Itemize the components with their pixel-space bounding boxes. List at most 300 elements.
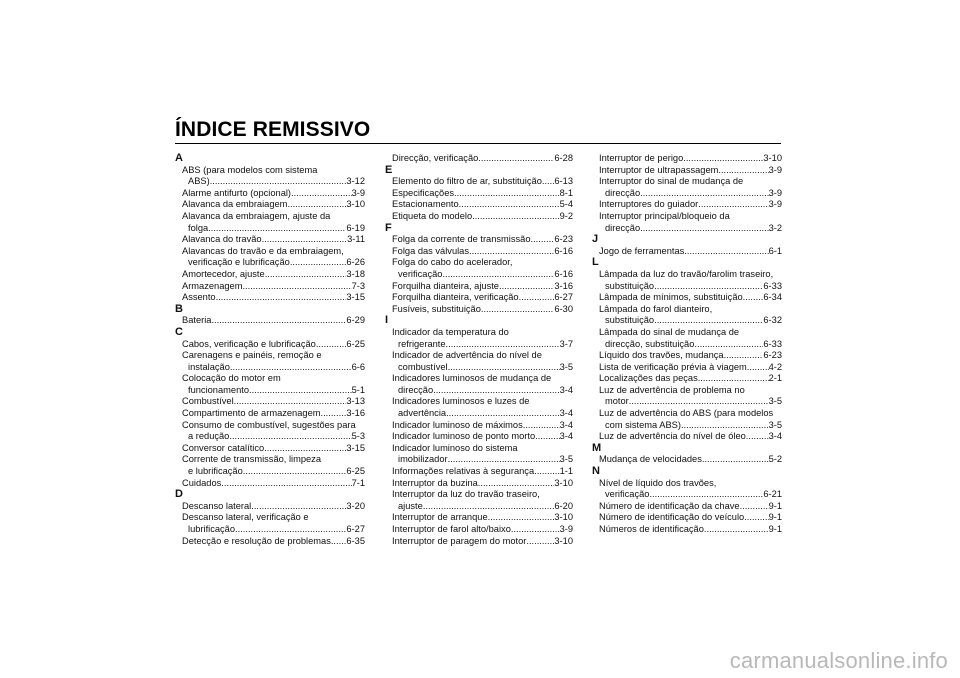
entry-page: 6-25 (346, 466, 365, 477)
index-entry (592, 454, 782, 466)
index-entry (385, 373, 573, 396)
entry-text: Lâmpada de mínimos, substituição (599, 292, 743, 303)
entry-page: 3-11 (347, 234, 365, 245)
entry-page: 6-13 (554, 176, 573, 187)
entry-text: funcionamento (188, 384, 249, 395)
entry-text: Lâmpada do sinal de mudança de (599, 326, 740, 337)
entry-page: 3-2 (768, 222, 782, 233)
index-entry (385, 466, 573, 478)
entry-text: substituição (605, 280, 655, 291)
entry-page: 6-16 (554, 268, 573, 279)
dot-leader (287, 199, 346, 211)
dot-leader (629, 396, 769, 408)
entry-text: Lista de verificação prévia à viagem (599, 361, 747, 372)
dot-leader (472, 211, 559, 223)
entry-text: direcção, substituição (605, 338, 695, 349)
entry-page: 3-9 (768, 187, 782, 198)
dot-leader (526, 536, 554, 548)
index-entry (592, 269, 782, 292)
index-entry (592, 246, 782, 258)
index-column-2 (385, 153, 573, 547)
index-entry (385, 292, 573, 304)
entry-page: 6-23 (763, 350, 782, 361)
entry-page: 3-5 (768, 396, 782, 407)
entry-page: 7-3 (351, 280, 365, 291)
section-letter: F (385, 221, 392, 234)
dot-leader (481, 304, 555, 316)
index-entry (385, 536, 573, 548)
dot-leader (698, 373, 769, 385)
entry-page: 8-1 (559, 187, 573, 198)
dot-leader (499, 281, 554, 293)
index-entry (592, 431, 782, 443)
dot-leader (640, 223, 768, 235)
dot-leader (251, 501, 346, 513)
entry-text: ajuste (398, 500, 423, 511)
dot-leader (290, 257, 347, 269)
index-entry (175, 454, 365, 477)
index-entry (592, 512, 782, 524)
index-entry (385, 304, 573, 316)
entry-text: Etiqueta do modelo (392, 210, 473, 221)
dot-leader (249, 385, 352, 397)
index-column-1 (175, 153, 365, 547)
dot-leader (210, 176, 347, 188)
entry-page: 3-10 (554, 477, 573, 488)
entry-page: 5-3 (351, 431, 365, 442)
entry-text: imobilizador (398, 454, 448, 465)
entry-page: 6-33 (763, 338, 782, 349)
entry-text: Lâmpada da luz do travão/farolim traseiro, (599, 268, 774, 279)
entry-text: Carenagens e painéis, remoção e (182, 350, 322, 361)
entry-page: 6-29 (346, 315, 365, 326)
index-entry (592, 350, 782, 362)
entry-text: Interruptor de perigo (599, 153, 684, 163)
entry-text: Interruptor da luz do travão traseiro, (392, 489, 540, 500)
entry-page: 9-1 (768, 512, 782, 523)
entry-text: Especificações (392, 187, 455, 198)
section-letter: I (385, 314, 389, 327)
dot-leader (265, 269, 347, 281)
page-title: ÍNDICE REMISSIVO (175, 118, 371, 141)
entry-page: 3-15 (346, 292, 365, 303)
entry-text: Bateria (182, 315, 212, 326)
entry-text: Luz de advertência do nível de óleo (599, 431, 746, 442)
section-letter: C (175, 325, 183, 338)
dot-leader (229, 431, 351, 443)
entry-text: Cabos, verificação e lubrificação (182, 338, 316, 349)
index-entry (175, 501, 365, 513)
index-entry (592, 408, 782, 431)
dot-leader (478, 153, 554, 165)
dot-leader (448, 454, 560, 466)
entry-page: 6-30 (554, 303, 573, 314)
dot-leader (649, 489, 763, 501)
index-entry (175, 246, 365, 269)
dot-leader (531, 234, 555, 246)
entry-page: 7-1 (351, 477, 365, 488)
entry-page: 3-5 (768, 419, 782, 430)
dot-leader (423, 501, 555, 513)
dot-leader (535, 431, 559, 443)
entry-page: 6-23 (554, 234, 573, 245)
entry-text: Informações relativas à segurança (392, 466, 535, 477)
index-entry (175, 373, 365, 396)
entry-text: Indicadores luminosos e luzes de (392, 396, 530, 407)
index-entry (385, 188, 573, 200)
entry-text: Indicador luminoso do sistema (392, 442, 518, 453)
entry-text: Amortecedor, ajuste (182, 268, 265, 279)
entry-text: Alavanca do travão (182, 234, 262, 245)
index-entry (175, 536, 365, 548)
watermark-text: carmanualsonline.info (729, 648, 948, 673)
entry-text: Luz de advertência do ABS (para modelos (599, 408, 774, 419)
dot-leader (243, 466, 347, 478)
entry-page: 3-7 (559, 338, 573, 349)
entry-page: 3-9 (768, 199, 782, 210)
index-entry (175, 269, 365, 281)
index-entry (175, 165, 365, 188)
entry-page: 3-16 (554, 280, 573, 291)
entry-page: 3-10 (554, 535, 573, 546)
entry-text: Interruptor de arranque (392, 512, 488, 523)
index-entry (175, 339, 365, 351)
entry-page: 2-1 (768, 373, 782, 384)
entry-page: 3-9 (351, 187, 365, 198)
entry-text: Interruptor do sinal de mudança de (599, 176, 744, 187)
entry-text: Interruptor principal/bloqueio da (599, 210, 730, 221)
dot-leader (542, 176, 555, 188)
index-entry (385, 211, 573, 223)
entry-page: 3-4 (559, 384, 573, 395)
dot-leader (478, 478, 555, 490)
entry-text: Estacionamento (392, 199, 459, 210)
index-entry (175, 281, 365, 293)
dot-leader (681, 420, 769, 432)
index-entry (592, 478, 782, 501)
entry-page: 6-6 (351, 361, 365, 372)
index-entry (175, 199, 365, 211)
dot-leader (446, 408, 559, 420)
dot-leader (433, 385, 559, 397)
index-entry (175, 350, 365, 373)
index-entry (592, 211, 782, 234)
entry-text: ABS (para modelos com sistema (182, 164, 318, 175)
dot-leader (454, 188, 560, 200)
entry-text: Interruptor de farol alto/baixo (392, 524, 511, 534)
entry-text: Folga das válvulas (392, 245, 469, 256)
entry-page: 6-26 (346, 257, 365, 268)
index-entry (592, 327, 782, 350)
dot-leader (316, 339, 347, 351)
index-entry (592, 501, 782, 513)
entry-text: direcção (605, 187, 641, 198)
entry-page: 3-15 (346, 442, 365, 453)
section-letter: D (175, 488, 183, 501)
entry-page: 3-10 (554, 512, 573, 523)
dot-leader (704, 524, 769, 536)
entry-page: 3-16 (346, 408, 365, 419)
dot-leader (221, 478, 351, 490)
entry-page: 6-21 (763, 489, 782, 500)
dot-leader (694, 339, 763, 351)
section-letter: L (592, 256, 599, 269)
entry-text: Alavanca da embraiagem (182, 199, 288, 210)
entry-text: Número de identificação da chave (599, 500, 740, 511)
dot-leader (523, 420, 560, 432)
entry-page: 6-28 (554, 153, 573, 163)
entry-page: 6-27 (346, 524, 365, 534)
entry-text: com sistema ABS) (605, 419, 681, 430)
entry-page: 6-33 (763, 280, 782, 291)
dot-leader (702, 454, 769, 466)
entry-page: 1-1 (559, 466, 573, 477)
entry-text: Elemento do filtro de ar, substituição (392, 176, 542, 187)
entry-text: Descanso lateral (182, 500, 252, 511)
index-entry (175, 234, 365, 246)
dot-leader (740, 501, 769, 513)
entry-text: ABS) (188, 176, 210, 187)
entry-text: Colocação do motor em (182, 373, 281, 384)
index-entry (385, 512, 573, 524)
entry-page: 3-5 (559, 361, 573, 372)
dot-leader (746, 431, 769, 443)
entry-text: Interruptor da buzina (392, 477, 478, 488)
entry-text: Assento (182, 292, 216, 303)
index-entry (385, 350, 573, 373)
entry-text: motor (605, 396, 629, 407)
entry-text: advertência (398, 408, 447, 419)
entry-text: Forquilha dianteira, ajuste (392, 280, 499, 291)
entry-page: 5-2 (768, 454, 782, 465)
index-entry (175, 396, 365, 408)
entry-page: 3-10 (763, 153, 782, 163)
dot-leader (743, 292, 764, 304)
entry-page: 5-1 (351, 384, 365, 395)
entry-text: combustível (398, 361, 448, 372)
dot-leader (724, 350, 764, 362)
entry-page: 6-16 (554, 245, 573, 256)
section-letter: A (175, 152, 183, 164)
entry-page: 9-2 (559, 210, 573, 221)
index-entry (175, 443, 365, 455)
dot-leader (208, 223, 346, 235)
entry-text: verificação (605, 489, 650, 500)
section-letter: B (175, 302, 183, 315)
dot-leader (331, 536, 347, 548)
entry-text: Indicador da temperatura do (392, 326, 509, 337)
index-entry (385, 443, 573, 466)
index-entry (175, 478, 365, 490)
index-entry (175, 512, 365, 535)
entry-page: 3-4 (559, 419, 573, 430)
entry-page: 3-9 (768, 164, 782, 175)
title-rule (175, 143, 781, 144)
index-entry (385, 199, 573, 211)
index-entry (385, 257, 573, 280)
index-entry (592, 524, 782, 536)
entry-page: 6-19 (346, 222, 365, 233)
dot-leader (511, 524, 560, 536)
entry-text: Detecção e resolução de problemas (182, 535, 331, 546)
dot-leader (747, 362, 769, 374)
entry-page: 6-25 (346, 338, 365, 349)
entry-text: Alavancas do travão e da embraiagem, (182, 245, 344, 256)
dot-leader (698, 199, 768, 211)
entry-page: 5-4 (559, 199, 573, 210)
index-entry (592, 153, 782, 165)
entry-text: Conversor catalítico (182, 442, 265, 453)
entry-text: Folga da corrente de transmissão (392, 234, 531, 245)
dot-leader (442, 269, 554, 281)
entry-page: 6-20 (554, 500, 573, 511)
index-entry (385, 478, 573, 490)
dot-leader (683, 153, 763, 165)
section-letter: N (592, 465, 600, 478)
entry-text: Indicador luminoso de máximos (392, 419, 523, 430)
entry-text: Número de identificação do veículo (599, 512, 745, 523)
entry-text: Nível de líquido dos travões, (599, 477, 717, 488)
dot-leader (654, 315, 763, 327)
entry-page: 6-32 (763, 315, 782, 326)
entry-text: Fusíveis, substituição (392, 303, 481, 314)
index-entry (592, 373, 782, 385)
entry-page: 6-1 (768, 245, 782, 256)
entry-page: 3-13 (346, 396, 365, 407)
index-entry (385, 431, 573, 443)
index-entry (385, 327, 573, 350)
entry-text: Armazenagem (182, 280, 243, 291)
dot-leader (242, 281, 351, 293)
entry-text: Indicador de advertência do nível de (392, 350, 542, 361)
dot-leader (211, 315, 346, 327)
entry-page: 3-4 (559, 431, 573, 442)
index-entry (385, 420, 573, 432)
index-entry (592, 199, 782, 211)
entry-text: Interruptor de paragem do motor (392, 535, 527, 546)
entry-text: lubrificação (188, 524, 236, 534)
dot-leader (235, 524, 346, 536)
index-entry (175, 211, 365, 234)
dot-leader (216, 292, 347, 304)
dot-leader (640, 188, 768, 200)
entry-text: e lubrificação (188, 466, 243, 477)
entry-page: 3-4 (768, 431, 782, 442)
index-entry (175, 408, 365, 420)
dot-leader (519, 292, 555, 304)
entry-page: 3-9 (559, 524, 573, 534)
entry-text: Números de identificação (599, 524, 704, 534)
index-entry (385, 281, 573, 293)
index-entry (385, 153, 573, 165)
entry-page: 3-4 (559, 408, 573, 419)
dot-leader (262, 234, 347, 246)
entry-page: 6-27 (554, 292, 573, 303)
entry-text: Combustível (182, 396, 234, 407)
dot-leader (230, 362, 352, 374)
entry-text: Interruptores do guiador (599, 199, 699, 210)
entry-page: 4-2 (768, 361, 782, 372)
index-entry (175, 420, 365, 443)
dot-leader (469, 246, 554, 258)
index-entry (592, 165, 782, 177)
section-letter: E (385, 163, 393, 176)
entry-text: Descanso lateral, verificação e (182, 512, 309, 523)
dot-leader (744, 512, 768, 524)
index-entry (385, 396, 573, 419)
dot-leader (234, 396, 347, 408)
entry-text: folga (188, 222, 209, 233)
entry-page: 3-5 (559, 454, 573, 465)
entry-text: Corrente de transmissão, limpeza (182, 454, 321, 465)
entry-text: Interruptor de ultrapassagem (599, 164, 719, 175)
entry-page: 3-12 (346, 176, 365, 187)
entry-text: a redução (188, 431, 230, 442)
entry-text: Consumo de combustível, sugestões para (182, 419, 356, 430)
entry-text: Direcção, verificação (392, 153, 479, 163)
entry-text: Mudança de velocidades (599, 454, 702, 465)
index-entry (592, 176, 782, 199)
index-entry (592, 385, 782, 408)
entry-page: 9-1 (768, 500, 782, 511)
entry-text: instalação (188, 361, 230, 372)
entry-page: 6-34 (763, 292, 782, 303)
entry-text: Cuidados (182, 477, 222, 488)
index-entry (175, 292, 365, 304)
entry-text: Líquido dos travões, mudança (599, 350, 724, 361)
entry-text: Localizações das peças (599, 373, 698, 384)
entry-text: Alavanca da embraiagem, ajuste da (182, 210, 331, 221)
index-entry (385, 246, 573, 258)
entry-text: Indicador luminoso de ponto morto (392, 431, 536, 442)
entry-text: Compartimento de armazenagem (182, 408, 321, 419)
entry-text: Lâmpada do farol dianteiro, (599, 303, 713, 314)
dot-leader (534, 466, 559, 478)
dot-leader (321, 408, 347, 420)
entry-text: Forquilha dianteira, verificação (392, 292, 519, 303)
entry-page: 3-10 (346, 199, 365, 210)
index-entry (175, 188, 365, 200)
index-entry (592, 304, 782, 327)
entry-page: 3-18 (346, 268, 365, 279)
entry-text: verificação (398, 268, 443, 279)
index-entry (385, 234, 573, 246)
entry-text: Jogo de ferramentas (599, 245, 685, 256)
entry-text: direcção (605, 222, 641, 233)
dot-leader (718, 165, 768, 177)
index-entry (385, 524, 573, 536)
entry-text: direcção (398, 384, 434, 395)
entry-text: substituição (605, 315, 655, 326)
entry-page: 9-1 (768, 524, 782, 534)
dot-leader (446, 339, 560, 351)
entry-text: Folga do cabo do acelerador, (392, 257, 513, 268)
index-entry (592, 292, 782, 304)
entry-text: Alarme antifurto (opcional) (182, 187, 292, 198)
dot-leader (654, 281, 763, 293)
entry-page: 6-35 (346, 535, 365, 546)
section-letter: J (592, 233, 599, 246)
entry-text: Luz de advertência de problema no (599, 384, 745, 395)
dot-leader (488, 512, 555, 524)
index-entry (175, 315, 365, 327)
index-column-3 (592, 153, 782, 536)
section-letter: M (592, 441, 602, 454)
index-entry (385, 489, 573, 512)
dot-leader (448, 362, 560, 374)
index-entry (592, 362, 782, 374)
dot-leader (459, 199, 560, 211)
